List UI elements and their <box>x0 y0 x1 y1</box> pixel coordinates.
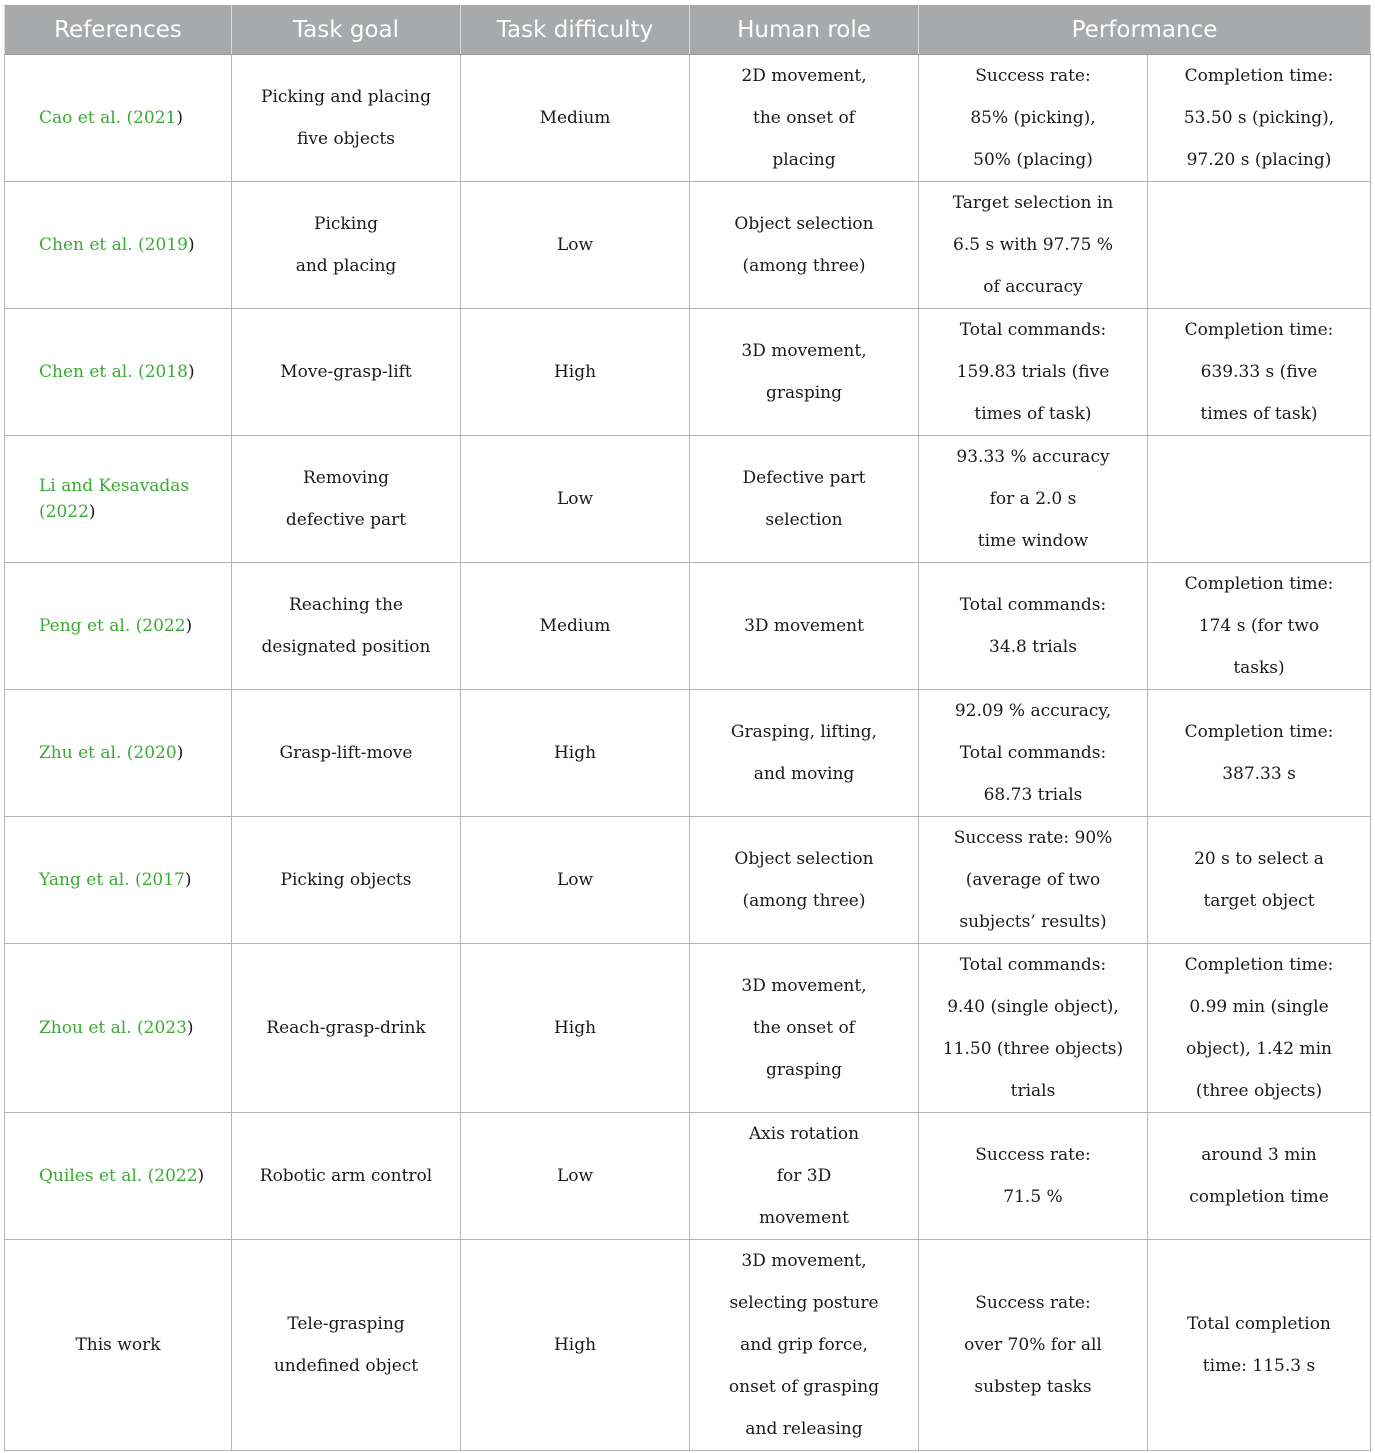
task-difficulty-cell: High <box>461 1240 690 1451</box>
performance-time-cell: Completion time: 174 s (for two tasks) <box>1148 563 1371 690</box>
task-goal-cell: Picking objects <box>232 817 461 944</box>
human-role-cell: Defective part selection <box>690 436 919 563</box>
human-role-cell: 3D movement, the onset of grasping <box>690 944 919 1113</box>
task-goal-cell: Move-grasp-lift <box>232 309 461 436</box>
performance-time-cell: Total completion time: 115.3 s <box>1148 1240 1371 1451</box>
human-role-cell: 3D movement <box>690 563 919 690</box>
reference-year-link[interactable]: 2017 <box>141 870 185 890</box>
reference-paren: ) <box>197 1166 205 1186</box>
reference-paren: ) <box>88 502 96 522</box>
task-goal-cell: Reach-grasp-drink <box>232 944 461 1113</box>
reference-year-link[interactable]: 2019 <box>144 235 188 255</box>
performance-time-cell: Completion time: 53.50 s (picking), 97.20 s (placing) <box>1148 55 1371 182</box>
task-difficulty-cell: Low <box>461 436 690 563</box>
table-row <box>5 436 1371 563</box>
reference-link[interactable]: Yang et al. ( <box>39 870 142 890</box>
reference-paren: ) <box>184 870 192 890</box>
reference-paren: ) <box>176 743 184 763</box>
header-performance: Performance <box>919 6 1371 55</box>
reference-link[interactable]: Quiles et al. ( <box>39 1166 155 1186</box>
table-row <box>5 690 1371 817</box>
reference-cell <box>5 55 232 182</box>
reference-paren: ) <box>176 108 183 128</box>
task-goal-cell: Removing defective part <box>232 436 461 563</box>
reference-cell <box>5 309 232 436</box>
performance-time-cell: 20 s to select a target object <box>1148 817 1371 944</box>
reference-cell: This work <box>5 1240 232 1451</box>
performance-time-cell <box>1148 436 1371 563</box>
task-goal-cell: Robotic arm control <box>232 1113 461 1240</box>
reference-cell <box>5 817 232 944</box>
header-human-role: Human role <box>690 6 919 55</box>
reference-link[interactable]: Chen et al. ( <box>39 362 145 382</box>
table-row <box>5 1113 1371 1240</box>
performance-time-cell: Completion time: 639.33 s (five times of task) <box>1148 309 1371 436</box>
task-goal-cell: Tele-grasping undefined object <box>232 1240 461 1451</box>
performance-cell: Total commands: 9.40 (single object), 11.50 (three objects) trials <box>919 944 1148 1113</box>
reference-cell <box>5 182 232 309</box>
reference-cell <box>5 690 232 817</box>
table-row <box>5 182 1371 309</box>
comparison-table <box>4 5 1371 1451</box>
performance-time-cell <box>1148 182 1371 309</box>
task-difficulty-cell: Medium <box>461 55 690 182</box>
reference-year-link[interactable]: 2022 <box>45 502 89 522</box>
task-goal-cell: Reaching the designated position <box>232 563 461 690</box>
reference-cell <box>5 944 232 1113</box>
performance-cell: Success rate: over 70% for all substep tasks <box>919 1240 1148 1451</box>
reference-paren: ) <box>185 616 193 636</box>
human-role-cell: Axis rotation for 3D movement <box>690 1113 919 1240</box>
reference-year-link[interactable]: 2022 <box>154 1166 198 1186</box>
human-role-cell: Object selection (among three) <box>690 817 919 944</box>
reference-link[interactable]: Peng et al. ( <box>39 616 143 636</box>
table-row <box>5 817 1371 944</box>
human-role-cell: Object selection (among three) <box>690 182 919 309</box>
performance-time-cell: around 3 min completion time <box>1148 1113 1371 1240</box>
reference-cell <box>5 1113 232 1240</box>
reference-link[interactable]: Zhou et al. ( <box>39 1018 144 1038</box>
header-references: References <box>5 6 232 55</box>
performance-cell: Total commands: 34.8 trials <box>919 563 1148 690</box>
human-role-cell: 3D movement, selecting posture and grip force, onset of grasping and releasing <box>690 1240 919 1451</box>
task-difficulty-cell: High <box>461 690 690 817</box>
task-difficulty-cell: Medium <box>461 563 690 690</box>
task-difficulty-cell: Low <box>461 817 690 944</box>
header-task-difficulty: Task difficulty <box>461 6 690 55</box>
performance-cell: 93.33 % accuracy for a 2.0 s time window <box>919 436 1148 563</box>
reference-year-link[interactable]: 2023 <box>143 1018 187 1038</box>
performance-cell: Success rate: 71.5 % <box>919 1113 1148 1240</box>
reference-year-link[interactable]: 2021 <box>133 108 177 128</box>
reference-link[interactable]: Chen et al. ( <box>39 235 145 255</box>
performance-cell: 92.09 % accuracy, Total commands: 68.73 trials <box>919 690 1148 817</box>
table-row <box>5 1240 1371 1451</box>
table-row <box>5 944 1371 1113</box>
performance-cell: Success rate: 90% (average of two subjects’ results) <box>919 817 1148 944</box>
table-row <box>5 309 1371 436</box>
task-goal-cell: Grasp-lift-move <box>232 690 461 817</box>
table-row <box>5 563 1371 690</box>
human-role-cell: 3D movement, grasping <box>690 309 919 436</box>
task-difficulty-cell: Low <box>461 182 690 309</box>
reference-link[interactable]: Cao et al. ( <box>39 108 134 128</box>
performance-cell: Target selection in 6.5 s with 97.75 % of accuracy <box>919 182 1148 309</box>
reference-paren: ) <box>187 235 195 255</box>
table-row <box>5 55 1371 182</box>
header-task-goal: Task goal <box>232 6 461 55</box>
reference-link[interactable]: Zhu et al. ( <box>39 743 134 763</box>
performance-time-cell: Completion time: 387.33 s <box>1148 690 1371 817</box>
reference-year-link[interactable]: 2022 <box>142 616 186 636</box>
task-difficulty-cell: High <box>461 309 690 436</box>
reference-link[interactable]: Li and Kesavadas ( <box>39 476 190 522</box>
reference-year-link[interactable]: 2020 <box>133 743 177 763</box>
reference-paren: ) <box>187 362 195 382</box>
performance-cell: Total commands: 159.83 trials (five times of task) <box>919 309 1148 436</box>
performance-time-cell: Completion time: 0.99 min (single object), 1.42 min (three objects) <box>1148 944 1371 1113</box>
reference-paren: ) <box>186 1018 194 1038</box>
task-difficulty-cell: Low <box>461 1113 690 1240</box>
human-role-cell: 2D movement, the onset of placing <box>690 55 919 182</box>
task-difficulty-cell: High <box>461 944 690 1113</box>
reference-cell <box>5 563 232 690</box>
performance-cell: Success rate: 85% (picking), 50% (placing) <box>919 55 1148 182</box>
task-goal-cell: Picking and placing <box>232 182 461 309</box>
task-goal-cell: Picking and placing five objects <box>232 55 461 182</box>
header-row <box>5 6 1371 55</box>
reference-year-link[interactable]: 2018 <box>144 362 188 382</box>
reference-cell <box>5 436 232 563</box>
human-role-cell: Grasping, lifting, and moving <box>690 690 919 817</box>
